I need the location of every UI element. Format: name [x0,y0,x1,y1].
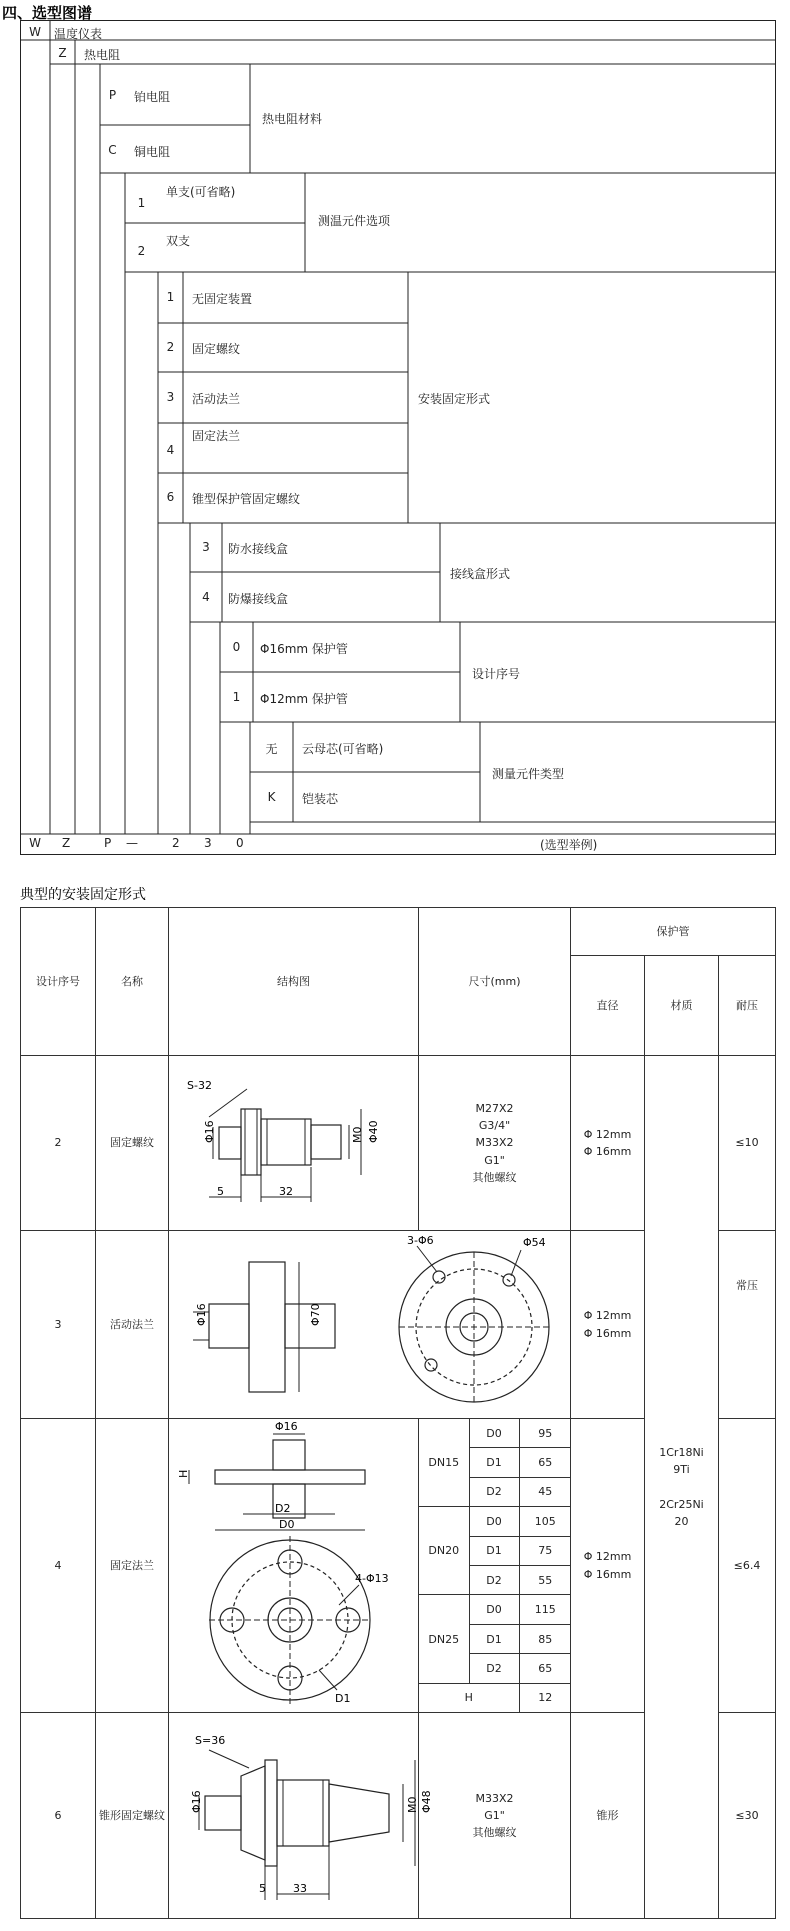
example-code-1: Z [62,836,71,850]
example-code-2: P [104,836,112,850]
row-3-dia-1: Φ 16mm [583,1326,632,1340]
d3-phi70-label: Φ70 [309,1302,322,1326]
desc-junction-4: 防爆接线盒 [228,592,289,606]
flange-h-val: 12 [519,1683,571,1712]
d6-5-label: 5 [259,1881,266,1895]
desc-mount-4: 固定法兰 [192,429,241,443]
dn15-d1: D1 [469,1448,519,1477]
d6-m0-label: M0 [406,1796,419,1813]
code-mount-6: 6 [166,490,175,504]
row-6-size-1: G1" [484,1808,505,1822]
example-code-5: 3 [204,836,212,850]
example-code-4: 2 [172,836,180,850]
d2-m0-label: M0 [351,1126,364,1143]
code-p: P [108,88,117,102]
d2-5-label: 5 [217,1184,224,1198]
code-design-0: 0 [232,640,241,654]
header-diameter: 直径 [571,956,645,1056]
code-c: C [108,143,117,157]
desc-mount-6: 锥型保护管固定螺纹 [192,492,301,506]
row-4-size [419,1419,571,1713]
row-2-size-2: M33X2 [475,1136,514,1150]
header-size: 尺寸(mm) [419,908,571,1056]
d2-phi16-label: Φ16 [203,1119,216,1143]
d3-holes-label: 3-Φ6 [407,1233,434,1247]
d4-h-label: H [177,1469,190,1478]
code-design-1: 1 [232,690,241,704]
row-4-no: 4 [21,1419,96,1713]
dn15-d2-val: 45 [519,1477,571,1506]
material-3: 20 [674,1514,689,1528]
row-6-diameter: 锥形 [571,1713,645,1919]
dn20: DN20 [419,1507,469,1595]
install-table [20,907,776,1919]
row-6-size-0: M33X2 [475,1791,514,1805]
example-label: (选型举例) [540,838,598,852]
d2-phi40-label: Φ40 [367,1119,380,1143]
desc-single: 单支(可省略) [166,185,236,199]
row-2-size-0: M27X2 [475,1102,514,1116]
dn20-d1-val: 75 [519,1536,571,1565]
row-4-diagram [169,1419,419,1713]
example-code-0: W [29,836,41,850]
row-3-no: 3 [21,1231,96,1419]
d6-phi16-label: Φ16 [190,1789,203,1813]
code-mount-1: 1 [166,290,175,304]
desc-w: 温度仪表 [54,27,103,41]
code-double: 2 [137,244,146,258]
d3-phi16-label: Φ16 [195,1302,208,1326]
dn25: DN25 [419,1595,469,1683]
label-mount: 安装固定形式 [418,392,491,406]
d4-phi16-label: Φ16 [275,1420,298,1433]
row-6-pressure: ≤30 [719,1713,776,1919]
row-2-size-3: G1" [484,1153,505,1167]
desc-z: 热电阻 [84,48,121,62]
diagram-movable-flange [169,1232,569,1418]
dn25-d1-val: 85 [519,1624,571,1653]
section-title: 四、选型图谱 [2,4,93,22]
desc-double: 双支 [166,234,191,248]
flange-size-table [419,1419,571,1712]
row-3-name: 活动法兰 [96,1231,169,1419]
code-mount-4: 4 [166,443,175,457]
row-2-no: 2 [21,1056,96,1231]
dn20-d0: D0 [469,1507,519,1536]
desc-junction-3: 防水接线盒 [228,542,289,556]
diagram-cone-thread [169,1714,469,1918]
row-2-name: 固定螺纹 [96,1056,169,1231]
row-2-diameter [571,1056,645,1231]
dn15: DN15 [419,1419,469,1507]
row-2-size-4: 其他螺纹 [472,1170,517,1184]
code-element-k: K [267,790,276,804]
install-title: 典型的安装固定形式 [20,887,146,903]
desc-c: 铜电阻 [134,145,171,159]
header-name: 名称 [96,908,169,1056]
row-3-dia-0: Φ 12mm [583,1309,632,1323]
desc-mount-1: 无固定装置 [192,292,253,306]
dn25-d0-val: 115 [519,1595,571,1624]
code-mount-3: 3 [166,390,175,404]
row-2-size [419,1056,571,1231]
row-4-dia-0: Φ 12mm [583,1550,632,1564]
desc-mount-2: 固定螺纹 [192,342,241,356]
dn25-d2: D2 [469,1654,519,1683]
row-4-dia-1: Φ 16mm [583,1567,632,1581]
header-diagram: 结构图 [169,908,419,1056]
d2-32-label: 32 [279,1184,293,1198]
row-4-diameter [571,1419,645,1713]
row-2-dia-0: Φ 12mm [583,1127,632,1141]
desc-element-armored: 铠装芯 [302,792,339,806]
d4-d2-label: D2 [275,1502,291,1515]
row-2-size-1: G3/4" [478,1119,511,1133]
code-element-none: 无 [265,742,278,756]
row-2-pressure: ≤10 [719,1056,776,1231]
row-6-diagram [169,1713,433,1919]
dn15-d0: D0 [469,1419,519,1448]
dn25-d0: D0 [469,1595,519,1624]
diagram-fixed-thread [169,1057,417,1230]
row-6-size-2: 其他螺纹 [472,1826,517,1840]
code-mount-2: 2 [166,340,175,354]
label-element-option: 测温元件选项 [318,214,391,228]
row-4-pressure: ≤6.4 [719,1419,776,1713]
dn15-d0-val: 95 [519,1419,571,1448]
dn20-d1: D1 [469,1536,519,1565]
d6-phi48-label: Φ48 [420,1789,433,1813]
row-4-name: 固定法兰 [96,1419,169,1713]
dn20-d0-val: 105 [519,1507,571,1536]
example-code-6: 0 [236,836,244,850]
desc-element-mica: 云母芯(可省略) [302,742,384,756]
desc-design-1: Φ12mm 保护管 [260,692,348,706]
code-w: W [29,25,41,39]
code-single: 1 [137,196,146,210]
dn15-d1-val: 65 [519,1448,571,1477]
row-3-pressure: 常压 [719,1231,776,1419]
example-code-3: — [126,836,138,850]
d6-s-label: S=36 [195,1733,226,1747]
header-pressure: 耐压 [719,956,776,1056]
d4-holes-label: 4-Φ13 [355,1572,389,1585]
row-3-diameter [571,1231,645,1419]
label-junction: 接线盒形式 [450,567,511,581]
label-element-type: 测量元件类型 [492,767,565,781]
code-junction-3: 3 [202,540,210,554]
row-6-name: 锥形固定螺纹 [96,1713,169,1919]
row-3-diagram [169,1231,571,1419]
selection-chart-grid [0,0,790,870]
dn25-d1: D1 [469,1624,519,1653]
dn20-d2-val: 55 [519,1565,571,1594]
header-protect: 保护管 [571,908,776,956]
d4-d0-label: D0 [279,1518,295,1531]
diagram-fixed-flange [169,1420,417,1711]
flange-h: H [419,1683,519,1712]
row-6-no: 6 [21,1713,96,1919]
d4-d1-label: D1 [335,1692,351,1705]
dn25-d2-val: 65 [519,1654,571,1683]
label-material: 热电阻材料 [262,112,323,126]
material-1: 9Ti [673,1463,690,1477]
material-cell [645,1056,719,1919]
desc-mount-3: 活动法兰 [192,392,241,406]
row-2-diagram [169,1056,419,1231]
desc-p: 铂电阻 [134,90,171,104]
dn20-d2: D2 [469,1565,519,1594]
header-design-no: 设计序号 [21,908,96,1056]
dn15-d2: D2 [469,1477,519,1506]
d2-s-label: S-32 [187,1078,212,1092]
d6-33-label: 33 [293,1881,307,1895]
material-2: 2Cr25Ni [659,1497,704,1511]
label-design: 设计序号 [472,667,521,681]
row-2-dia-1: Φ 16mm [583,1145,632,1158]
header-material: 材质 [645,956,719,1056]
code-z: Z [58,46,67,60]
code-junction-4: 4 [202,590,210,604]
d3-phi54-label: Φ54 [523,1235,546,1249]
desc-design-0: Φ16mm 保护管 [260,642,348,656]
material-0: 1Cr18Ni [659,1446,704,1460]
